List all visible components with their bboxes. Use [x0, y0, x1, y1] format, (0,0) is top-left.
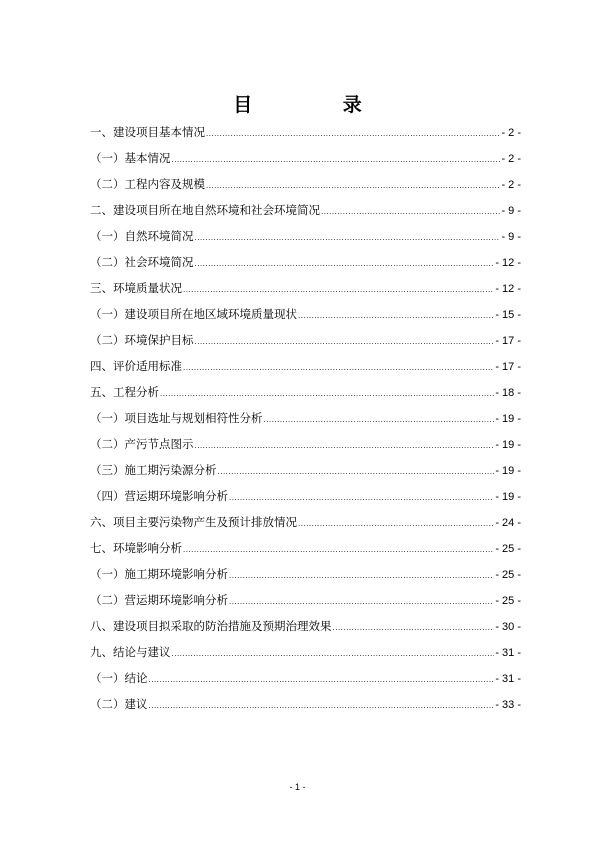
toc-entry[interactable] — [90, 561, 521, 587]
toc-entry-label: 一、建设项目基本情况 — [90, 125, 205, 139]
toc-entry[interactable] — [90, 483, 521, 509]
toc-entry-page: - 12 - — [495, 283, 521, 295]
toc-dot-leader — [206, 121, 500, 147]
toc-entry-label: （一）结论 — [90, 671, 148, 685]
toc-dot-leader — [195, 433, 495, 459]
toc-dot-leader — [183, 277, 494, 303]
toc-entry-label: （四）营运期环境影响分析 — [90, 489, 228, 503]
toc-entry-page: - 18 - — [495, 387, 521, 399]
toc-entry-page: - 9 - — [501, 205, 521, 217]
toc-entry-label: （一）自然环境简况 — [90, 229, 194, 243]
toc-entry[interactable] — [90, 275, 521, 301]
toc-entry[interactable] — [90, 405, 521, 431]
toc-dot-leader — [195, 225, 501, 251]
toc-entry-label: 九、结论与建议 — [90, 645, 171, 659]
toc-entry[interactable] — [90, 119, 521, 145]
toc-entry-page: - 25 - — [495, 595, 521, 607]
toc-entry[interactable] — [90, 249, 521, 275]
toc-entry[interactable] — [90, 509, 521, 535]
toc-entry[interactable] — [90, 145, 521, 171]
toc-entry-page: - 31 - — [495, 673, 521, 685]
toc-dot-leader — [149, 667, 495, 693]
toc-dot-leader — [229, 563, 494, 589]
toc-entry-label: 六、项目主要污染物产生及预计排放情况 — [90, 515, 297, 529]
toc-entry-page: - 24 - — [495, 517, 521, 529]
toc-entry-page: - 19 - — [495, 413, 521, 425]
toc-entry[interactable] — [90, 535, 521, 561]
toc-entry-page: - 2 - — [501, 179, 521, 191]
toc-entry[interactable] — [90, 639, 521, 665]
toc-dot-leader — [229, 485, 494, 511]
toc-entry-page: - 19 - — [495, 465, 521, 477]
toc-dot-leader — [264, 407, 495, 433]
toc-dot-leader — [298, 303, 494, 329]
toc-entry[interactable] — [90, 301, 521, 327]
toc-dot-leader — [195, 251, 495, 277]
page-title: 目 录 — [233, 94, 404, 116]
page-number: - 1 - — [289, 782, 306, 792]
toc-entry-label: （二）环境保护目标 — [90, 333, 194, 347]
toc-entry[interactable] — [90, 613, 521, 639]
toc-entry-label: （二）社会环境简况 — [90, 255, 194, 269]
toc-entry-label: （二）建议 — [90, 697, 148, 711]
toc-entry-page: - 33 - — [495, 699, 521, 711]
toc-entry-label: （二）产污节点图示 — [90, 437, 194, 451]
toc-entry-page: - 30 - — [495, 621, 521, 633]
toc-dot-leader — [218, 459, 495, 485]
toc-entry-page: - 25 - — [495, 569, 521, 581]
toc-entry-label: （二）工程内容及规模 — [90, 177, 205, 191]
toc-entry-label: （一）基本情况 — [90, 151, 171, 165]
toc-entry[interactable] — [90, 197, 521, 223]
toc-entry[interactable] — [90, 223, 521, 249]
toc-dot-leader — [183, 537, 494, 563]
toc-entry-label: 三、环境质量状况 — [90, 281, 182, 295]
toc-dot-leader — [229, 589, 494, 615]
toc-entry-page: - 2 - — [501, 153, 521, 165]
toc-entry-page: - 9 - — [501, 231, 521, 243]
toc-entry[interactable] — [90, 353, 521, 379]
toc-dot-leader — [172, 147, 501, 173]
toc-dot-leader — [183, 355, 494, 381]
toc-dot-leader — [149, 693, 495, 719]
toc-entry-label: 七、环境影响分析 — [90, 541, 182, 555]
toc-dot-leader — [206, 173, 500, 199]
toc-entry-page: - 19 - — [495, 491, 521, 503]
toc-entry-page: - 17 - — [495, 361, 521, 373]
toc-entry-label: 四、评价适用标准 — [90, 359, 182, 373]
toc-entry-page: - 25 - — [495, 543, 521, 555]
toc-entry-page: - 2 - — [501, 127, 521, 139]
toc-entry-page: - 15 - — [495, 309, 521, 321]
toc-entry-label: （三）施工期污染源分析 — [90, 463, 217, 477]
toc-entry-label: （一）项目选址与规划相符性分析 — [90, 411, 263, 425]
toc-entry[interactable] — [90, 379, 521, 405]
toc-entry[interactable] — [90, 665, 521, 691]
toc-dot-leader — [333, 615, 495, 641]
toc-entry-page: - 31 - — [495, 647, 521, 659]
toc-dot-leader — [195, 329, 495, 355]
toc-entry-page: - 17 - — [495, 335, 521, 347]
toc-entry-label: 五、工程分析 — [90, 385, 159, 399]
toc-dot-leader — [172, 641, 495, 667]
toc-entry[interactable] — [90, 691, 521, 717]
toc-entry-page: - 19 - — [495, 439, 521, 451]
toc-dot-leader — [321, 199, 500, 225]
toc-entry-label: （一）施工期环境影响分析 — [90, 567, 228, 581]
toc-entry[interactable] — [90, 431, 521, 457]
toc-dot-leader — [160, 381, 494, 407]
toc-entry-label: （一）建设项目所在地区域环境质量现状 — [90, 307, 297, 321]
toc-entry-label: 二、建设项目所在地自然环境和社会环境简况 — [90, 203, 320, 217]
toc-entry[interactable] — [90, 457, 521, 483]
toc-entry-label: 八、建设项目拟采取的防治措施及预期治理效果 — [90, 619, 332, 633]
table-of-contents — [90, 119, 521, 717]
toc-entry[interactable] — [90, 171, 521, 197]
toc-entry-label: （二）营运期环境影响分析 — [90, 593, 228, 607]
toc-entry[interactable] — [90, 587, 521, 613]
toc-entry[interactable] — [90, 327, 521, 353]
toc-entry-page: - 12 - — [495, 257, 521, 269]
toc-dot-leader — [298, 511, 494, 537]
